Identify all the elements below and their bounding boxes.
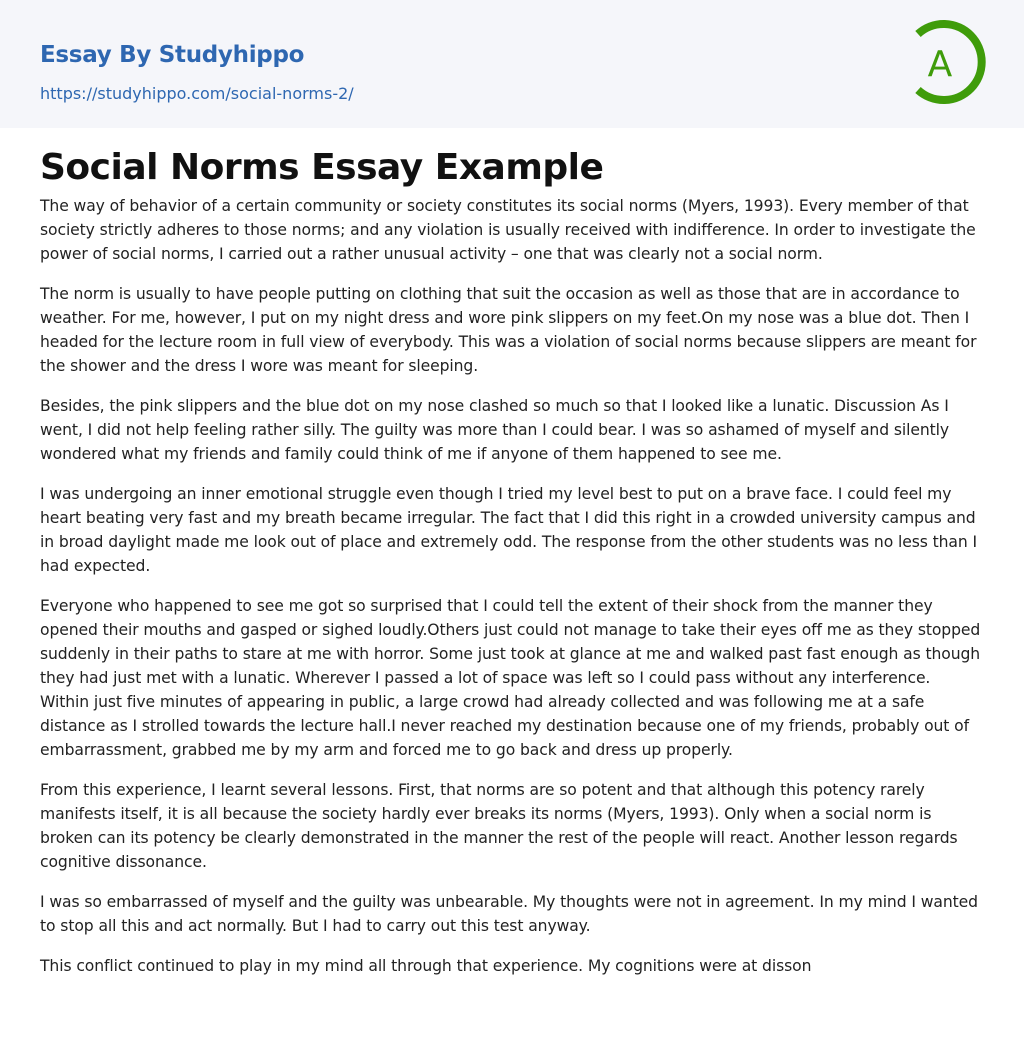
site-header [0,0,1024,128]
paragraph: I was undergoing an inner emotional struggle even though I tried my level best to put on a brave face. I could feel my heart beating very fast and my breath became irregular. The fact that I did this right in a crowded university campus and in broad daylight made me look out of place and extremely odd. The response from the other students was no less than I had expected. [40,485,978,575]
paragraph: From this experience, I learnt several lessons. First, that norms are so potent and that although this potency rarely manifests itself, it is all because the society hardly ever breaks its norms (Myers, 1993). Only when a social norm is broken can its potency be clearly demonstrated in the manner the rest of the people will react. Another lesson regards cognitive dissonance. [40,781,958,871]
paragraph: The norm is usually to have people putting on clothing that suit the occasion as well as those that are in accordance to weather. For me, however, I put on my night dress and wore pink slippers on my feet.On my nose was a blue dot. Then I headed for the lecture room in full view of everybody. This was a violation of social norms because slippers are meant for the shower and the dress I wore was meant for sleeping. [40,285,977,375]
article [0,128,1024,978]
svg-text:A: A [927,44,953,85]
essay-url-link[interactable]: https://studyhippo.com/social-norms-2/ [40,84,354,103]
studyhippo-logo-icon[interactable] [912,18,988,106]
paragraph: The way of behavior of a certain community or society constitutes its social norms (Myers, 1993). Every member of that society strictly adheres to those norms; and any violation is usually received with indifference. In order to investigate the power of social norms, I carried out a rather unusual activity – one that was clearly not a social norm. [40,197,976,263]
paragraph: Besides, the pink slippers and the blue dot on my nose clashed so much so that I looked like a lunatic. Discussion As I went, I did not help feeling rather silly. The guilty was more than I could bear. I was so ashamed of myself and silently wondered what my friends and family could think of me if anyone of them happened to see me. [40,397,949,463]
paragraph: I was so embarrassed of myself and the guilty was unbearable. My thoughts were not in agreement. In my mind I wanted to stop all this and act normally. But I had to carry out this test anyway. [40,893,978,935]
page-title: Social Norms Essay Example [40,147,604,188]
paragraph: This conflict continued to play in my mind all through that experience. My cognitions were at disson [40,957,812,975]
brand-title[interactable]: Essay By Studyhippo [40,42,305,68]
paragraph: Everyone who happened to see me got so surprised that I could tell the extent of their shock from the manner they opened their mouths and gasped or sighed loudly.Others just could not manage to take their eyes off me as they stopped suddenly in their paths to stare at me with horror. Some just took at glance at me and walked past fast enough as though they had just met with a lunatic. Wherever I passed a lot of space was left so I could pass without any interference. Within just five minutes of appearing in public, a large crowd had already collected and was following me at a safe distance as I strolled towards the lecture hall.I never reached my destination because one of my friends, probably out of embarrassment, grabbed me by my arm and forced me to go back and dress up properly. [40,597,981,759]
